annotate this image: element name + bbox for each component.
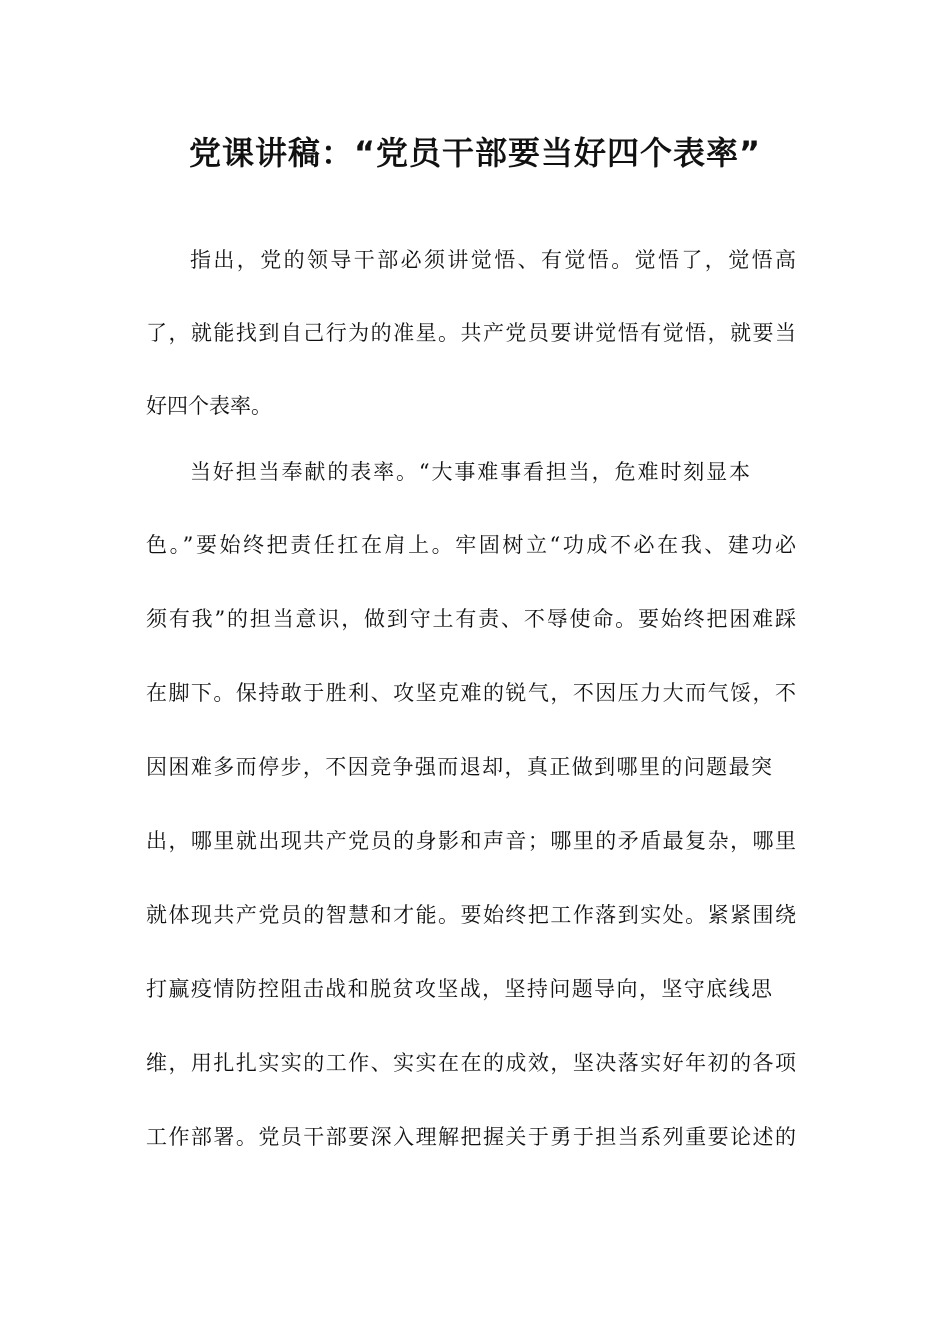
paragraph-line: 当好担当奉献的表率。“大事难事看担当，危难时刻显本: [190, 460, 750, 484]
paragraph-line: 工作部署。党员干部要深入理解把握关于勇于担当系列重要论述的: [146, 1125, 796, 1149]
paragraph-line: 因困难多而停步，不因竞争强而退却，真正做到哪里的问题最突: [146, 755, 772, 779]
paragraph-line: 打赢疫情防控阻击战和脱贫攻坚战，坚持问题导向，坚守底线思: [146, 977, 772, 1001]
document-title: 党课讲稿：“党员干部要当好四个表率”: [188, 134, 762, 172]
paragraph-line: 须有我”的担当意识，做到守土有责、不辱使命。要始终把困难踩: [146, 607, 796, 631]
paragraph-line: 维，用扎扎实实的工作、实实在在的成效，坚决落实好年初的各项: [146, 1051, 796, 1075]
paragraph-line: 指出，党的领导干部必须讲觉悟、有觉悟。觉悟了，觉悟高: [190, 248, 796, 272]
paragraph-line: 好四个表率。: [146, 394, 272, 418]
paragraph-line: 出，哪里就出现共产党员的身影和声音；哪里的矛盾最复杂，哪里: [146, 829, 796, 853]
paragraph-line: 就体现共产党员的智慧和才能。要始终把工作落到实处。紧紧围绕: [146, 903, 796, 927]
paragraph-line: 色。”要始终把责任扛在肩上。牢固树立“功成不必在我、建功必: [146, 533, 796, 557]
paragraph-line: 了，就能找到自己行为的准星。共产党员要讲觉悟有觉悟，就要当: [146, 321, 796, 345]
paragraph-line: 在脚下。保持敢于胜利、攻坚克难的锐气，不因压力大而气馁，不: [146, 681, 796, 705]
